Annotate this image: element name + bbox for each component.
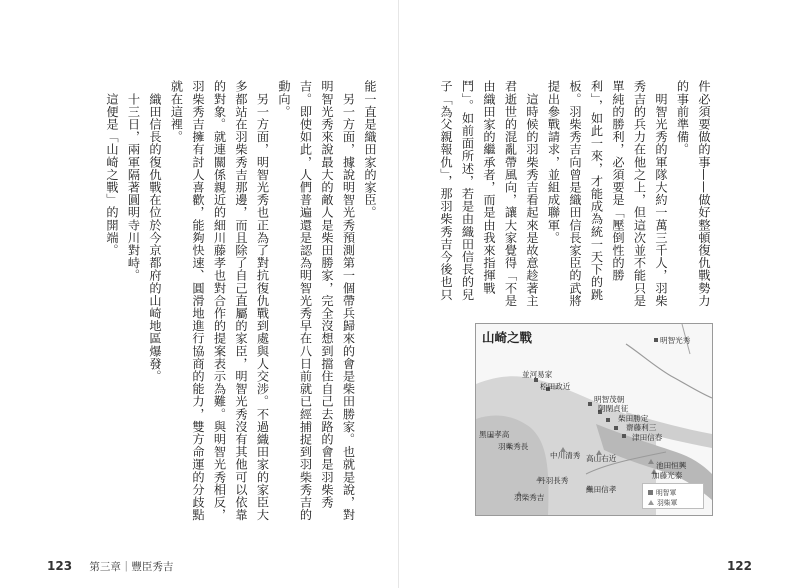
right-page-body <box>435 80 715 320</box>
paragraph: 另一方面，據說明智光秀預測第一個帶兵歸來的會是柴田勝家。也就是說，對 <box>341 80 356 521</box>
battle-map <box>475 323 713 516</box>
paragraph: 羽柴秀吉擁有討人喜歡，能夠快速、圓滑地進行協商的能力，雙方命運的分歧點 <box>191 80 205 521</box>
paragraph: 子「為父親報仇」，那羽柴秀吉今後也只 <box>439 80 453 301</box>
triangle-marker-icon <box>648 500 654 505</box>
map-title: 山崎之戰 <box>482 330 533 345</box>
paragraph: 由織田家的繼承者，而是由我來指揮戰 <box>482 80 496 295</box>
paragraph: 的對象。就連關係親近的細川藤孝也對合作的提案表示為難。與明智光秀相反， <box>212 80 227 521</box>
map-label: 松田政近 <box>540 382 571 391</box>
map-legend <box>642 483 704 509</box>
square-marker-icon <box>648 490 653 495</box>
map-label: 羽柴秀長 <box>498 442 529 451</box>
legend-item-akechi <box>648 487 676 497</box>
map-label: 明智光秀 <box>660 336 691 345</box>
paragraph: 這便是「山崎之戰」的開端。 <box>105 80 119 257</box>
map-label: 池田恒興 <box>656 461 687 470</box>
legend-item-hashiba <box>648 497 677 507</box>
paragraph: 的事前準備。 <box>675 80 690 156</box>
map-label: 丹羽長秀 <box>538 476 569 485</box>
map-label: 齋藤利三 <box>626 423 657 432</box>
paragraph: 吉。即使如此，人們普遍還是認為明智光秀早在八日前就已經捕捉到羽柴秀吉的 <box>298 80 313 521</box>
chapter-title: 第三章｜豐臣秀吉 <box>89 561 174 573</box>
paragraph: 板。羽柴秀吉向曾是織田信長家臣的武將 <box>568 80 582 307</box>
paragraph: 君逝世的混亂帶風向，讓大家覺得「不是 <box>503 80 518 307</box>
legend-label: 明智軍 <box>656 489 677 497</box>
paragraph: 十三日，兩軍隔著圓明寺川對峙。 <box>126 80 141 282</box>
map-label: 柴田勝定 <box>618 414 649 423</box>
paragraph: 件必須要做的事——做好整頓復仇戰勢力 <box>697 80 711 307</box>
map-label: 織田信孝 <box>586 485 617 494</box>
paragraph: 利」，如此一來，才能成為統一天下的跳 <box>589 80 604 301</box>
legend-label: 羽柴軍 <box>657 499 678 507</box>
map-label: 高山右近 <box>586 454 617 463</box>
map-label: 並河易家 <box>522 370 553 379</box>
paragraph: 秀吉的兵力在他之上，但這次並不能只是 <box>632 80 647 307</box>
page-number: 122 <box>726 559 752 573</box>
left-page-body <box>101 80 381 521</box>
paragraph: 明智光秀來說最大的敵人是柴田勝家，完全沒想到擋住自己去路的會是羽柴秀 <box>320 80 334 509</box>
paragraph: 提出參戰請求，並組成聯軍。 <box>546 80 561 244</box>
map-label: 中川清秀 <box>550 451 581 460</box>
page-number: 123 <box>47 559 73 573</box>
map-label: 明智茂朝 <box>594 395 625 404</box>
map-label: 津田信春 <box>632 433 663 442</box>
map-label: 阿閉貞征 <box>598 404 629 413</box>
left-footer <box>47 559 173 574</box>
paragraph: 就在這裡。 <box>169 80 184 143</box>
paragraph: 能一直是織田家的家臣。 <box>363 80 377 219</box>
paragraph: 單純的勝利，必須要是「壓倒性的勝 <box>611 80 625 282</box>
map-label: 羽柴秀吉 <box>514 493 545 502</box>
paragraph: 多都站在羽柴秀吉那邊，而且除了自己直屬的家臣，明智光秀沒有其他可以依靠 <box>234 80 248 521</box>
paragraph: 動向。 <box>277 80 291 118</box>
paragraph: 織田信長的復仇戰在位於今京都府的山崎地區爆發。 <box>148 80 162 383</box>
right-page <box>399 0 799 588</box>
paragraph: 這時候的羽柴秀吉看起來是故意趁著主 <box>525 80 539 307</box>
map-label: 黑田孝高 <box>479 430 510 439</box>
paragraph: 鬥」。如前面所述，若是由織田信長的兒 <box>460 80 475 301</box>
paragraph: 明智光秀的軍隊大約一萬三千人，羽柴 <box>654 80 668 307</box>
left-page <box>0 0 399 588</box>
map-label: 加藤光泰 <box>652 471 683 480</box>
paragraph: 另一方面，明智光秀也正為了對抗復仇戰到處與人交涉。不過織田家的家臣大 <box>255 80 270 521</box>
right-footer <box>727 559 752 573</box>
